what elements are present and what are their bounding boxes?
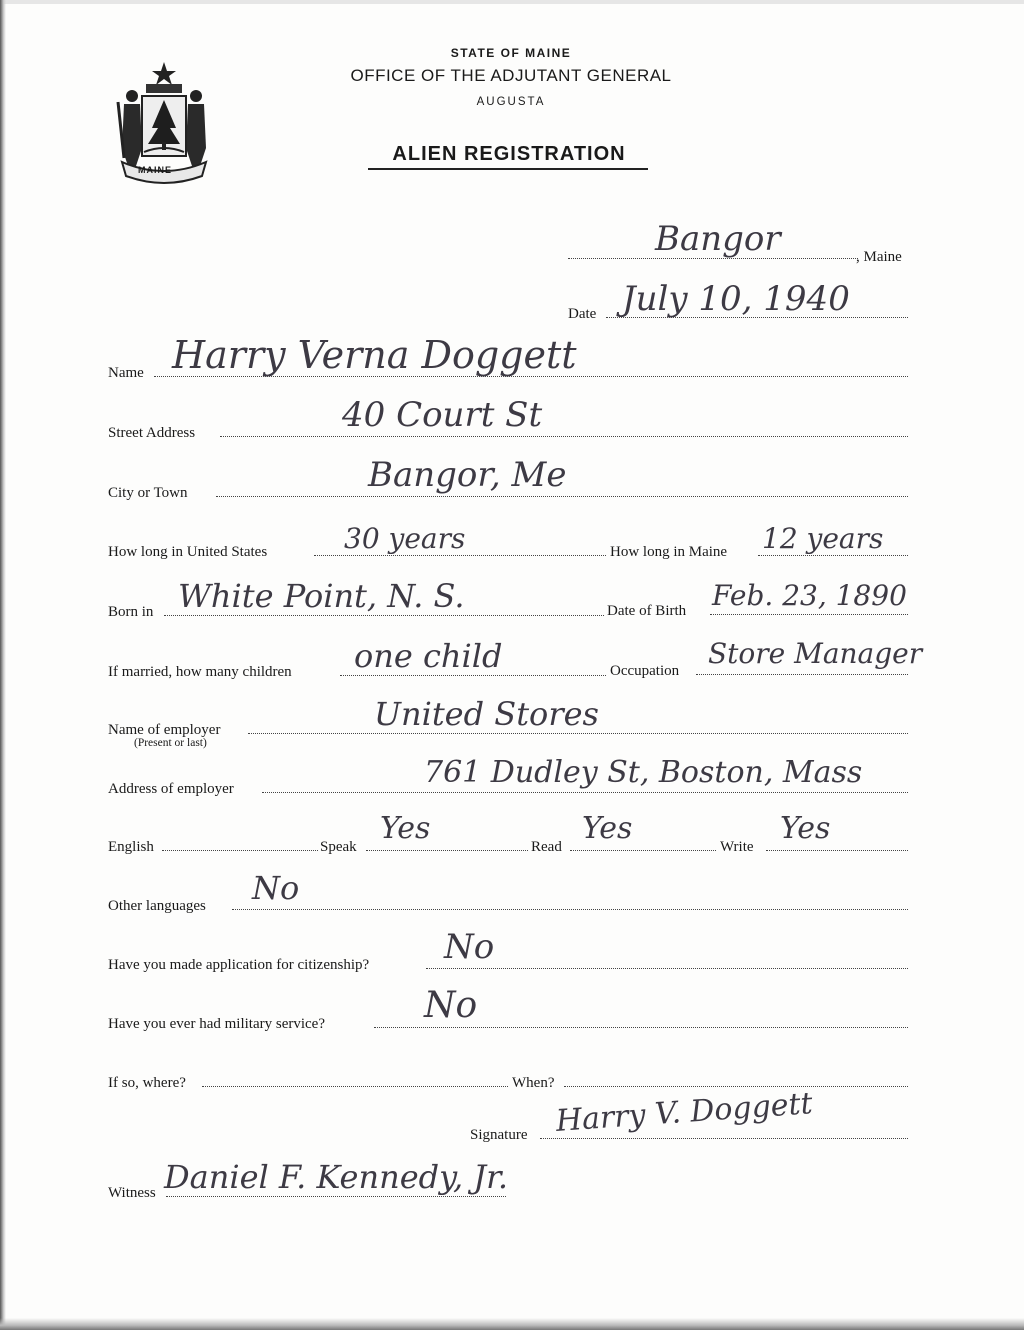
employer-line — [248, 733, 908, 734]
read-label: Read — [531, 839, 562, 855]
other-languages-value[interactable]: No — [252, 869, 300, 907]
signature-label: Signature — [470, 1127, 528, 1143]
witness-value[interactable]: Daniel F. Kennedy, Jr. — [164, 1158, 509, 1196]
occupation-line — [696, 674, 908, 675]
speak-label: Speak — [320, 839, 357, 855]
write-line — [766, 850, 908, 851]
read-line — [570, 850, 716, 851]
seal-banner-text: MAINE — [138, 165, 172, 175]
born-in-label: Born in — [108, 604, 154, 620]
city-value[interactable]: Bangor, Me — [368, 455, 567, 495]
how-long-us-value[interactable]: 30 years — [344, 522, 466, 555]
title-underline — [368, 168, 648, 170]
employer-value[interactable]: United Stores — [374, 695, 599, 733]
when-label: When? — [512, 1075, 555, 1091]
read-value[interactable]: Yes — [582, 811, 633, 846]
signature-value[interactable]: Harry V. Doggett — [554, 1086, 814, 1139]
name-value[interactable]: Harry Verna Doggett — [172, 333, 577, 377]
witness-line — [166, 1196, 506, 1197]
signature-line — [540, 1138, 908, 1139]
date-value[interactable]: July 10, 1940 — [622, 279, 850, 319]
occupation-label: Occupation — [610, 663, 680, 679]
form-title: ALIEN REGISTRATION — [392, 143, 626, 165]
city-label: City or Town — [108, 485, 188, 501]
citizenship-value[interactable]: No — [444, 927, 495, 967]
employer-sub-label: (Present or last) — [134, 737, 207, 749]
how-long-maine-label: How long in Maine — [610, 544, 728, 560]
maine-label: , Maine — [856, 249, 902, 265]
military-line — [374, 1027, 908, 1028]
state-heading: STATE OF MAINE — [450, 46, 572, 60]
place-value[interactable]: Bangor — [655, 219, 781, 259]
military-label: Have you ever had military service? — [108, 1016, 325, 1032]
where-label: If so, where? — [108, 1075, 186, 1091]
speak-value[interactable]: Yes — [380, 811, 431, 846]
how-long-us-line — [314, 555, 606, 556]
how-long-maine-value[interactable]: 12 years — [762, 522, 884, 555]
date-label: Date — [568, 306, 597, 322]
children-value[interactable]: one child — [354, 637, 503, 675]
children-line — [340, 675, 606, 676]
city-line — [216, 496, 908, 497]
speak-line — [366, 850, 528, 851]
when-line — [564, 1086, 908, 1087]
street-line — [220, 436, 908, 437]
citizenship-line — [426, 968, 908, 969]
how-long-us-label: How long in United States — [108, 544, 268, 560]
children-label: If married, how many children — [108, 664, 292, 680]
write-value[interactable]: Yes — [780, 811, 831, 846]
occupation-value[interactable]: Store Manager — [708, 637, 923, 670]
born-in-line — [164, 615, 604, 616]
employer-label: Name of employer — [108, 722, 221, 738]
english-label: English — [108, 839, 154, 855]
office-heading: OFFICE OF THE ADJUTANT GENERAL — [350, 66, 672, 85]
street-label: Street Address — [108, 425, 196, 441]
other-languages-label: Other languages — [108, 898, 206, 914]
street-value[interactable]: 40 Court St — [342, 395, 543, 435]
city-heading: AUGUSTA — [476, 96, 546, 108]
dob-label: Date of Birth — [607, 603, 687, 619]
scan-bottom-edge — [0, 1318, 1024, 1330]
citizenship-label: Have you made application for citizenship? — [108, 957, 370, 973]
other-languages-line — [232, 909, 908, 910]
employer-address-label: Address of employer — [108, 781, 234, 797]
scan-left-edge — [0, 0, 6, 1330]
military-value[interactable]: No — [424, 985, 478, 1026]
how-long-maine-line — [758, 555, 908, 556]
dob-line — [710, 614, 908, 615]
where-line — [202, 1086, 508, 1087]
born-in-value[interactable]: White Point, N. S. — [178, 577, 465, 615]
write-label: Write — [720, 839, 754, 855]
employer-address-value[interactable]: 761 Dudley St, Boston, Mass — [424, 755, 863, 790]
witness-label: Witness — [108, 1185, 156, 1201]
name-label: Name — [108, 365, 144, 381]
dob-value[interactable]: Feb. 23, 1890 — [712, 579, 907, 612]
scan-top-edge — [0, 0, 1024, 4]
english-line — [162, 850, 318, 851]
employer-address-line — [262, 792, 908, 793]
